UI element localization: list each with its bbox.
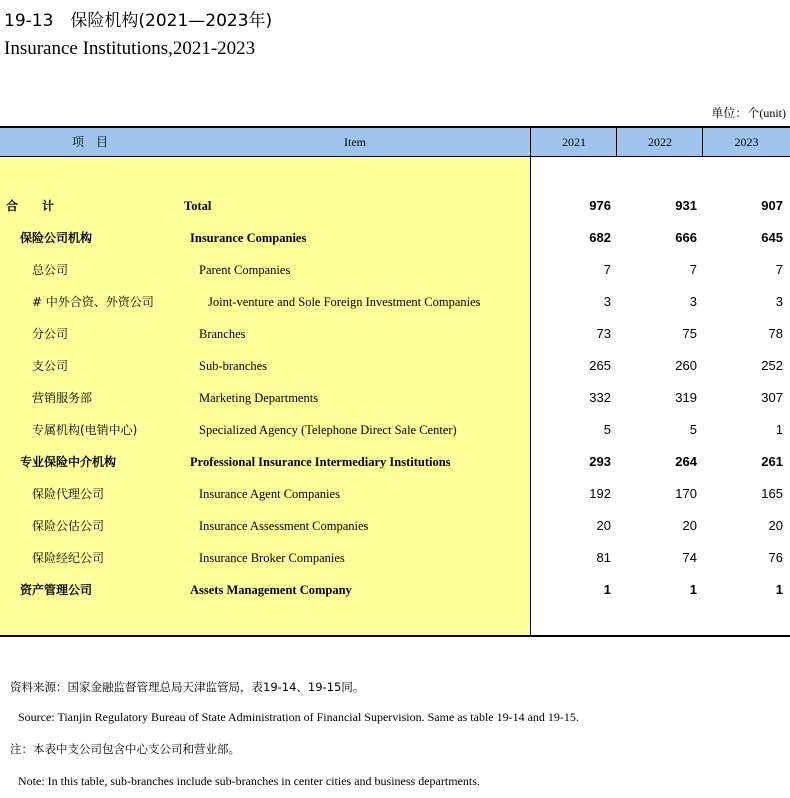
cell-2023: 252: [761, 358, 783, 373]
header-year-2021: 2021: [562, 135, 586, 149]
cell-2022: 5: [689, 422, 697, 437]
row-label-en: Joint-venture and Sole Foreign Investment Companies: [208, 295, 481, 309]
row-label-en: Sub-branches: [199, 359, 268, 373]
footnote-cn: 注：本表中支公司包含中心支公司和营业部。: [10, 742, 240, 756]
column-divider: [702, 128, 703, 157]
cell-2022: 74: [682, 550, 697, 565]
cell-2021: 1: [603, 582, 611, 597]
table-row: [0, 574, 790, 606]
cell-2023: 165: [761, 486, 783, 501]
column-divider: [616, 128, 617, 157]
cell-2022: 3: [689, 294, 697, 309]
row-label-en: Insurance Companies: [190, 231, 307, 245]
cell-2023: 1: [775, 422, 783, 437]
cell-2022: 319: [675, 390, 697, 405]
cell-2022: 20: [682, 518, 697, 533]
footnote-en: Note: In this table, sub-branches include sub-branches in center cities and business departments.: [18, 774, 480, 788]
cell-2021: 332: [589, 390, 611, 405]
row-label-cn: 营销服务部: [32, 391, 93, 405]
cell-2022: 75: [682, 326, 697, 341]
cell-2023: 3: [775, 294, 783, 309]
cell-2023: 307: [761, 390, 783, 405]
cell-2021: 3: [603, 294, 611, 309]
cell-2023: 645: [761, 230, 783, 245]
cell-2021: 976: [589, 198, 611, 213]
cell-2022: 170: [675, 486, 697, 501]
table-row: [0, 478, 790, 510]
row-label-cn: 资产管理公司: [20, 583, 93, 597]
cell-2022: 7: [689, 262, 697, 277]
cell-2023: 20: [768, 518, 783, 533]
header-year-2023: 2023: [734, 135, 759, 149]
row-label-cn: 合 计: [6, 199, 55, 213]
table-row: [0, 510, 790, 542]
cell-2023: 1: [775, 582, 783, 597]
table-row: [0, 542, 790, 574]
row-label-cn: 保险公估公司: [32, 519, 105, 533]
table-row-total: [0, 190, 790, 222]
cell-2023: 78: [768, 326, 783, 341]
row-label-en: Parent Companies: [199, 263, 291, 277]
row-label-cn: 保险经纪公司: [32, 551, 105, 565]
table-row: [0, 286, 790, 318]
cell-2021: 81: [596, 550, 611, 565]
table-row: [0, 382, 790, 414]
row-label-cn: 分公司: [32, 327, 69, 341]
cell-2022: 1: [689, 582, 697, 597]
source-note-cn: 资料来源：国家金融监督管理总局天津监管局，表19-14、19-15同。: [10, 680, 365, 694]
cell-2021: 7: [603, 262, 611, 277]
row-label-cn: 支公司: [32, 359, 69, 373]
table-row: [0, 446, 790, 478]
cell-2022: 264: [675, 454, 697, 469]
header-item-cn: 项 目: [71, 135, 108, 149]
row-label-en: Insurance Broker Companies: [199, 551, 345, 565]
header-item-en: Item: [344, 135, 366, 149]
table-row: [0, 254, 790, 286]
insurance-institutions-table: [0, 126, 790, 637]
cell-2023: 76: [768, 550, 783, 565]
cell-2021: 5: [603, 422, 611, 437]
cell-2021: 682: [589, 230, 611, 245]
table-bottom-rule: [0, 635, 790, 637]
row-label-en: Insurance Assessment Companies: [199, 519, 369, 533]
page-title-en: Insurance Institutions,2021-2023: [4, 38, 256, 59]
cell-2023: 7: [775, 262, 783, 277]
cell-2021: 20: [596, 518, 611, 533]
table-row: [0, 222, 790, 254]
unit-label: [711, 104, 786, 121]
source-note-en: Source: Tianjin Regulatory Bureau of State Administration of Financial Supervision. Same as table 19-14 and 19-15.: [18, 710, 579, 724]
table-row: [0, 414, 790, 446]
row-label-en: Marketing Departments: [199, 391, 319, 405]
row-label-cn: 保险公司机构: [20, 231, 93, 245]
row-label-cn: 保险代理公司: [32, 487, 105, 501]
table-row: [0, 350, 790, 382]
row-label-en: Branches: [199, 327, 246, 341]
row-label-en: Specialized Agency (Telephone Direct Sale Center): [199, 423, 457, 437]
cell-2023: 907: [761, 198, 783, 213]
cell-2022: 931: [675, 198, 697, 213]
cell-2022: 260: [675, 358, 697, 373]
cell-2023: 261: [761, 454, 783, 469]
row-label-cn: 专业保险中介机构: [20, 455, 117, 469]
page-title-cn: 19-13 保险机构(2021—2023年): [4, 11, 273, 31]
row-label-cn: 专属机构(电销中心): [32, 423, 138, 437]
cell-2022: 666: [675, 230, 697, 245]
row-label-en: Insurance Agent Companies: [199, 487, 340, 501]
cell-2021: 265: [589, 358, 611, 373]
header-year-2022: 2022: [648, 135, 672, 149]
unit-label-cn: 单位：个: [711, 106, 760, 120]
row-label-cn: # 中外合资、外资公司: [32, 295, 154, 309]
row-label-en: Total: [184, 199, 212, 213]
row-label-cn: 总公司: [32, 263, 69, 277]
cell-2021: 293: [589, 454, 611, 469]
table-row: [0, 318, 790, 350]
cell-2021: 192: [589, 486, 611, 501]
table-header: [0, 128, 790, 157]
row-label-en: Assets Management Company: [190, 583, 352, 597]
row-label-en: Professional Insurance Intermediary Institutions: [190, 455, 451, 469]
unit-label-en: (unit): [759, 106, 786, 120]
cell-2021: 73: [596, 326, 611, 341]
